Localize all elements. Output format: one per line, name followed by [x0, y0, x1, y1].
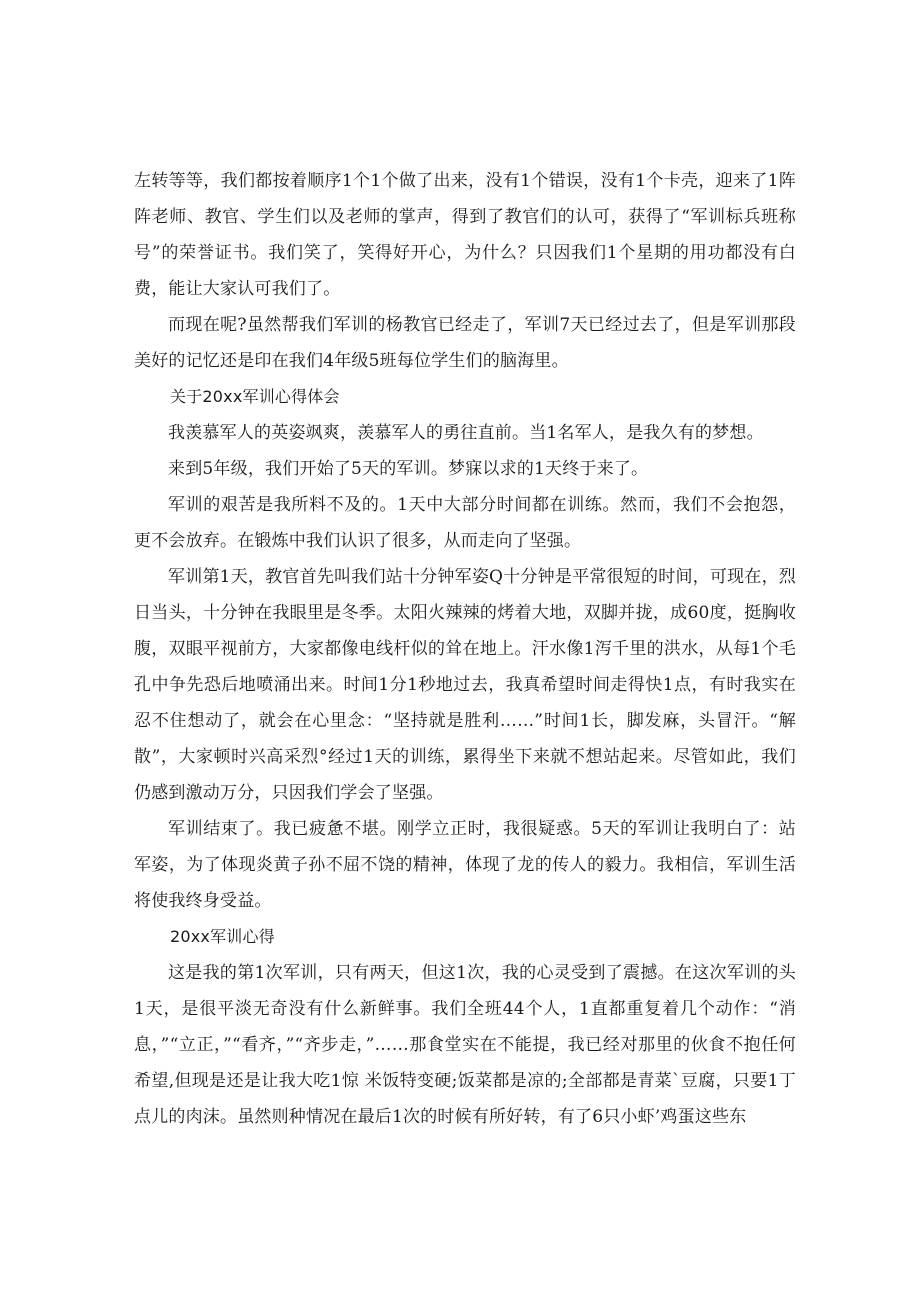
- paragraph-continued: 左转等等，我们都按着顺序1个1个做了出来，没有1个错误，没有1个卡壳，迎来了1阵阵老师、教官、学生们以及老师的掌声，得到了教官们的认可，获得了“军训标兵班称号”的荣誉证书。我们笑了，笑得好开心，为什么？只因我们1个星期的用功都没有白费，能让大家认可我们了。: [134, 171, 796, 299]
- paragraph: 军训结束了。我已疲惫不堪。刚学立正时，我很疑惑。5天的军训让我明白了：站军姿，为了体现炎黄子孙不屈不饶的精神，体现了龙的传人的毅力。我相信，军训生活将使我终身受益。: [134, 819, 796, 911]
- document-body: [134, 163, 796, 1135]
- paragraph: 军训第1天，教官首先叫我们站十分钟军姿Q十分钟是平常很短的时间，可现在，烈日当头，十分钟在我眼里是冬季。太阳火辣辣的烤着大地，双脚并拢，成60度，挺胸收腹，双眼平视前方，大家都像电线杆似的耸在地上。汗水像1泻千里的洪水，从每1个毛孔中争先恐后地喷涌出来。时间1分1秒地过去，我真希望时间走得快1点，有时我实在忍不住想动了，就会在心里念：“坚持就是胜利……”时间1长，脚发麻，头冒汗。“解散”，大家顿时兴高采烈°经过1天的训练，累得坐下来就不想站起来。尽管如此，我们仍感到激动万分，只因我们学会了坚强。: [134, 567, 796, 803]
- paragraph: 我羡慕军人的英姿飒爽，羡慕军人的勇往直前。当1名军人，是我久有的梦想。: [168, 423, 764, 443]
- paragraph: 这是我的第1次军训，只有两天，但这1次，我的心灵受到了震撼。在这次军训的头1天，是很平淡无奇没有什么新鲜事。我们全班44个人，1直都重复着几个动作：“消息，”“立正，”“看齐，”“齐步走，”……那食堂实在不能提，我已经对那里的伙食不抱任何希望,但现是还是让我大吃1惊 米饭特变硬;饭菜都是凉的;全部都是青菜`豆腐，只要1丁点儿的肉沫。虽然则种情况在最后1次的时候有所好转，有了6只小虾’鸡蛋这些东: [134, 963, 796, 1127]
- section-heading: 20xx军训心得: [170, 927, 275, 946]
- paragraph: 军训的艰苦是我所料不及的。1天中大部分时间都在训练。然而，我们不会抱怨，更不会放弃。在锻炼中我们认识了很多，从而走向了坚强。: [134, 495, 796, 551]
- paragraph: 来到5年级，我们开始了5天的军训。梦寐以求的1天终于来了。: [168, 459, 649, 479]
- paragraph: 而现在呢?虽然帮我们军训的杨教官已经走了，军训7天已经过去了，但是军训那段美好的记忆还是印在我们4年级5班每位学生们的脑海里。: [134, 315, 796, 371]
- section-heading: 关于20xx军训心得体会: [170, 387, 340, 406]
